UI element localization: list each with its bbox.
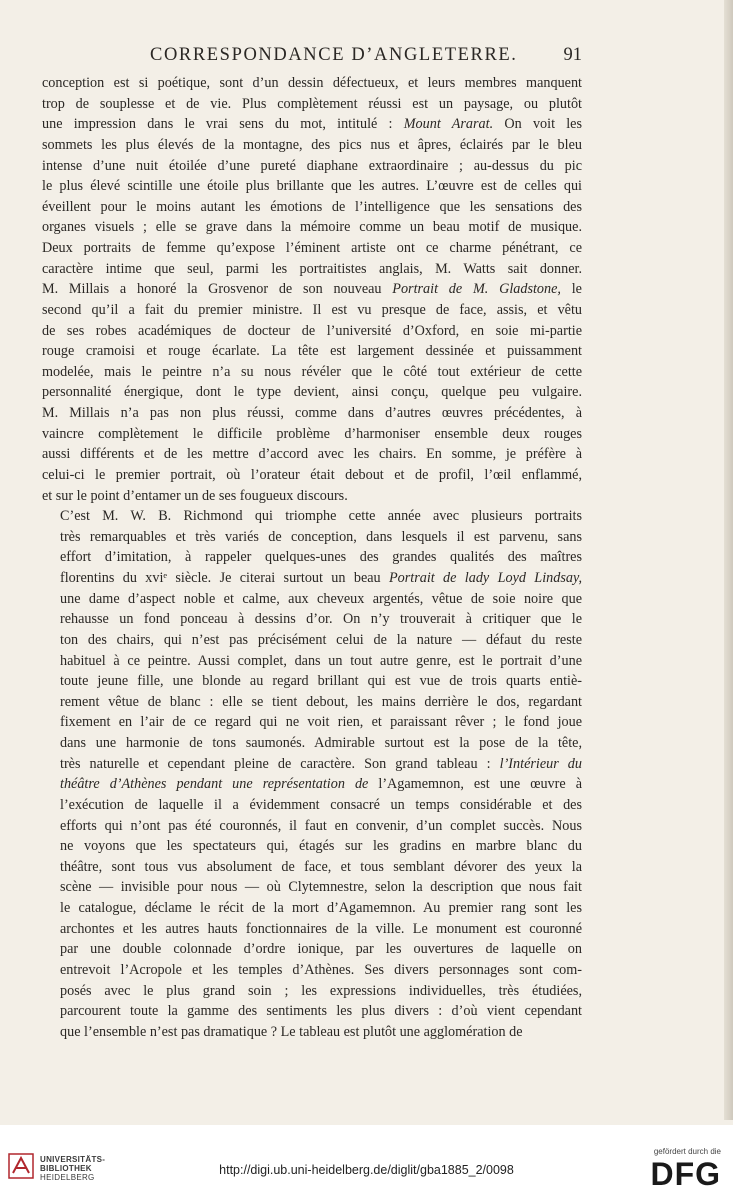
text-run: effort d’imitation, à rappeler quelques-unes des grandes qualités des maîtres: [60, 549, 582, 566]
text-run: Deux portraits de femme qu’expose l’éminent artiste ont ce charme pénétrant, ce: [42, 240, 582, 256]
italic-title: théâtre d’Athènes pendant une représentation de: [60, 776, 369, 793]
page-number: 91: [563, 45, 582, 65]
paragraph: [42, 506, 582, 1042]
library-line-1: UNIVERSITÄTS-: [40, 1155, 106, 1164]
text-line: [42, 981, 582, 1002]
text-line: [42, 712, 582, 733]
text-run: ne voyons que les spectateurs qui, étagés sur les gradins en marbre blanc du: [60, 838, 582, 855]
text-run: vaincre complètement le difficile problème d’harmoniser ensemble deux rouges: [42, 425, 582, 442]
text-run: archontes et les autres hauts fonctionnaires de la ville. Le monument est couronné: [60, 920, 582, 937]
text-line: [42, 444, 582, 465]
text-line: [42, 774, 582, 795]
text-line: [42, 486, 582, 507]
funding-note: gefördert durch die: [653, 1147, 721, 1156]
text-line: [42, 816, 582, 837]
text-run: fixement en l’air de ce regard qui ne voit rien, et paraissant rêver ; le fond joue: [60, 714, 582, 731]
text-line: [42, 114, 582, 135]
text-run: celui-ci le premier portrait, où l’orateur était debout et de profil, l’œil enflammé,: [42, 466, 582, 483]
text-line: [42, 692, 582, 713]
text-line: [42, 424, 582, 445]
text-line: [42, 795, 582, 816]
text-run: éveillent pour le moins autant les émotions de l’intelligence que les sensations des: [42, 198, 582, 215]
text-run: de ses robes académiques de docteur de l’université d’Oxford, en soie mi-partie: [42, 322, 582, 339]
text-run: M. Millais a honoré la Grosvenor de son nouveau: [42, 281, 393, 298]
italic-title: Portrait de M. Gladstone,: [392, 281, 561, 298]
text-line: [42, 238, 582, 259]
text-run: toute jeune fille, une blonde au regard brillant qui est vue de trois quarts entiè-: [60, 673, 582, 690]
library-line-3: HEIDELBERG: [40, 1173, 95, 1182]
footer: [0, 1125, 733, 1197]
text-run: posés avec le plus grand soin ; les expressions individuelles, très étudiées,: [60, 982, 582, 999]
text-run: que l’ensemble n’est pas dramatique ? Le tableau est plutôt une agglomération de: [60, 1023, 523, 1040]
text-line: [42, 362, 582, 383]
text-run: l’exécution de laquelle il a évidemment consacré un temps considérable et des: [60, 796, 582, 813]
page-edge: [724, 0, 733, 1120]
text-run: C’est M. W. B. Richmond qui triomphe cette année avec plusieurs portraits: [60, 508, 582, 525]
text-run: rement vêtue de blanc : elle se tient debout, les mains derrière le dos, regardant: [60, 693, 582, 710]
text-run: florentins du xviᵉ siècle. Je citerai surtout un beau: [60, 570, 389, 586]
text-line: [42, 733, 582, 754]
text-run: conception est si poétique, sont d’un dessin défectueux, et leurs membres manquent: [42, 75, 582, 91]
text-run: le catalogue, déclame le récit de la mort d’Agamemnon. Au premier rang sont les: [60, 900, 582, 916]
text-run: aussi différents et de les mettre d’accord avec les chairs. En somme, je préfère à: [42, 446, 582, 463]
text-line: [42, 754, 582, 775]
text-run: et sur le point d’entamer un de ses fougueux discours.: [42, 487, 348, 504]
text-run: le: [560, 281, 582, 298]
text-line: [42, 630, 582, 651]
running-header: [42, 45, 582, 71]
text-run: ton des chairs, qui n’est pas précisément celui de la nature — défaut du reste: [60, 631, 582, 648]
text-run: M. Millais n’a pas non plus réussi, comme dans d’autres œuvres précédentes, à: [42, 405, 582, 421]
text-run: très remarquables et très variés de conception, dans lesquels il est parvenu, sans: [60, 528, 582, 545]
text-line: [42, 197, 582, 218]
text-line: [42, 898, 582, 919]
text-run: parcourent toute la gamme des sentiments les plus divers : d’où vient cependant: [60, 1003, 582, 1020]
text-line: [42, 156, 582, 177]
text-line: [42, 836, 582, 857]
text-run: modelée, mais le peintre n’a su nous révéler que le côté tout extérieur de cette: [42, 363, 582, 380]
text-line: [42, 300, 582, 321]
text-line: [42, 1001, 582, 1022]
text-line: [42, 589, 582, 610]
text-line: [42, 94, 582, 115]
text-line: [42, 651, 582, 672]
text-line: [42, 259, 582, 280]
text-line: [42, 73, 582, 94]
text-line: [42, 547, 582, 568]
text-run: efforts qui n’ont pas été couronnés, il faut en convenir, d’un complet succès. Nous: [60, 817, 582, 834]
text-run: très naturelle et cependant pleine de caractère. Son grand tableau :: [60, 755, 500, 772]
text-line: [42, 939, 582, 960]
text-run: par une double colonnade d’ordre ionique, par les ouvertures de laquelle on: [60, 941, 582, 958]
source-url[interactable]: http://digi.ub.uni-heidelberg.de/diglit/gba1885_2/0098: [219, 1163, 514, 1177]
text-run: organes visuels ; elle se grave dans la mémoire comme un beau motif de musique.: [42, 219, 582, 236]
text-line: [42, 279, 582, 300]
italic-title: Portrait de lady Loyd Lindsay,: [388, 570, 582, 586]
text-run: entrevoit l’Acropole et les temples d’Athènes. Ses divers personnages sont com-: [60, 961, 582, 978]
text-line: [42, 382, 582, 403]
paragraph: [42, 73, 582, 506]
text-line: [42, 341, 582, 362]
italic-title: l’Intérieur du: [499, 755, 582, 772]
text-line: [42, 609, 582, 630]
text-line: [42, 465, 582, 486]
text-run: scène — invisible pour nous — où Clytemnestre, selon la description que nous fait: [60, 879, 582, 896]
text-line: [42, 857, 582, 878]
text-line: [42, 176, 582, 197]
text-run: habituel à ce peintre. Aussi complet, dans un tout autre genre, est le portrait d’une: [60, 652, 582, 669]
text-run: une impression dans le vrai sens du mot, intitulé :: [42, 116, 404, 133]
text-line: [42, 527, 582, 548]
text-line: [42, 877, 582, 898]
text-run: trop de souplesse et de vie. Plus complètement réussi est un paysage, ou plutôt: [42, 95, 582, 112]
text-run: personnalité énergique, dont le type devient, ainsi conçu, quelque peu vulgaire.: [42, 384, 582, 401]
text-run: intense d’une nuit étoilée d’une pureté diaphane extraordinaire ; au-dessus du pic: [42, 157, 582, 174]
text-line: [42, 919, 582, 940]
text-run: rouge cramoisi et rouge écarlate. La tête est largement dessinée et puissamment: [42, 343, 582, 360]
text-run: On voit les: [493, 116, 582, 133]
text-line: [42, 321, 582, 342]
text-line: [42, 671, 582, 692]
dfg-logo: DFG: [650, 1156, 721, 1192]
text-line: [42, 1022, 582, 1043]
text-line: [42, 217, 582, 238]
text-run: l’Agamemnon, est une œuvre à: [368, 776, 582, 793]
running-title: CORRESPONDANCE D’ANGLETERRE.: [150, 45, 518, 65]
text-run: rehausse un fond ponceau à dessins d’or. On n’y trouverait à critiquer que le: [60, 611, 582, 628]
text-run: sommets les plus élevés de la montagne, des pics nus et âpres, éclairés par le bleu: [42, 136, 582, 153]
text-run: théâtre, sont tous vus absolument de face, et tous semblant dévorer des yeux la: [60, 858, 582, 875]
library-line-2: BIBLIOTHEK: [40, 1164, 92, 1173]
text-line: [42, 506, 582, 527]
text-run: une dame d’aspect noble et calme, aux cheveux argentés, vêtue de soie noire que: [60, 590, 582, 607]
text-line: [42, 403, 582, 424]
text-run: dans une harmonie de tons saumonés. Admirable surtout est la pose de la tête,: [60, 735, 582, 751]
italic-title: Mount Ararat.: [403, 116, 494, 133]
body-text: [42, 73, 582, 1042]
text-run: second qu’il a fait du premier ministre. Il est vu presque de face, assis, et vêtu: [42, 301, 582, 318]
text-run: caractère intime que seul, parmi les portraitistes anglais, M. Watts sait donner.: [42, 260, 582, 277]
text-line: [42, 135, 582, 156]
text-line: [42, 960, 582, 981]
text-line: [42, 568, 582, 589]
text-run: le plus élevé scintille une étoile plus brillante que les autres. L’œuvre est de celles qui: [42, 178, 582, 195]
